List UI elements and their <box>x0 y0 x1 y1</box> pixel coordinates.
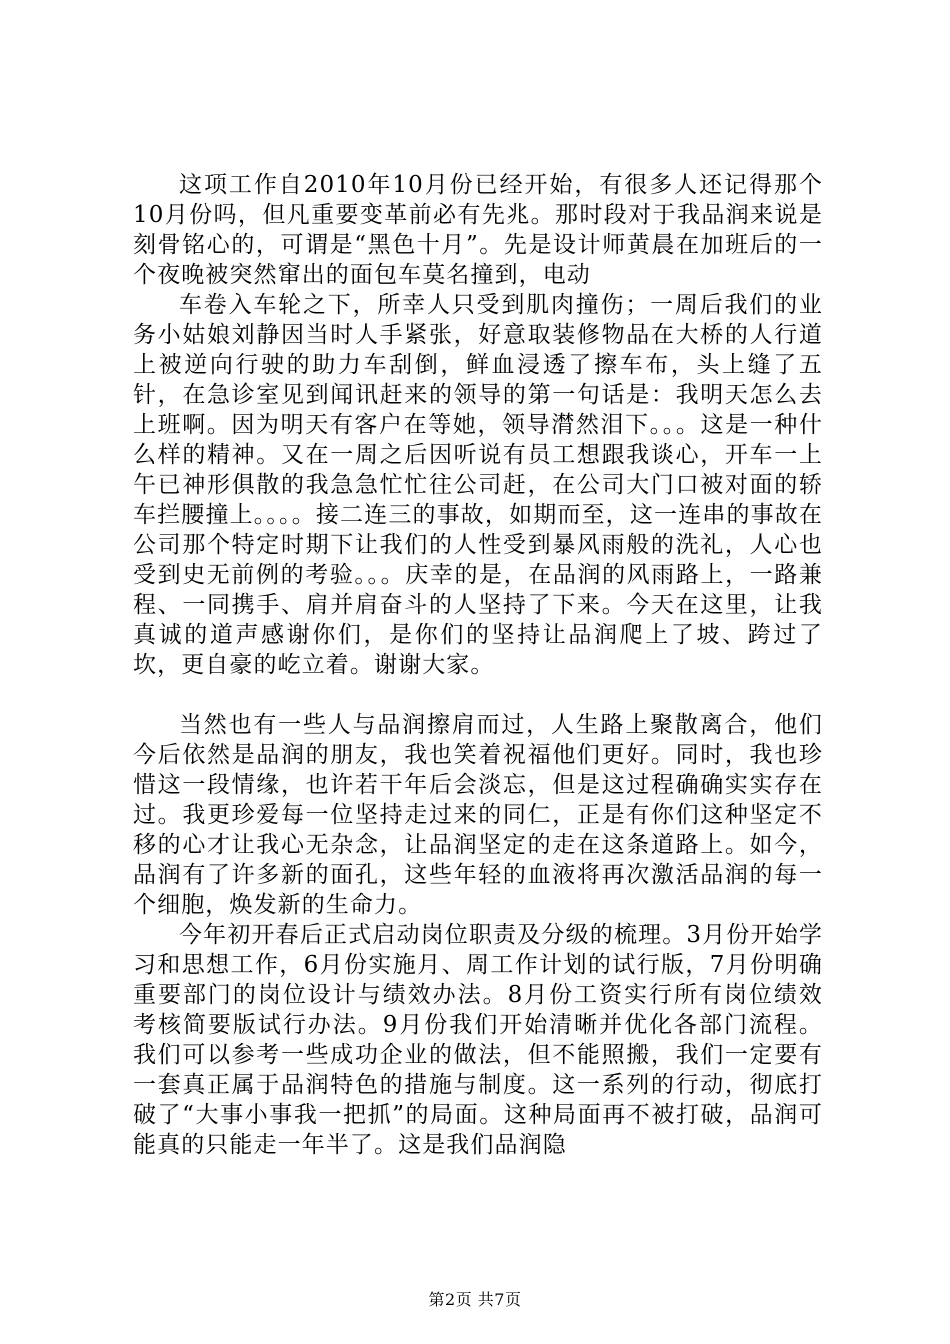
page-footer: 第2页 共7页 <box>428 1290 522 1309</box>
paragraph-2: 车卷入车轮之下，所幸人只受到肌肉撞伤；一周后我们的业务小姑娘刘静因当时人手紧张，好意取装修物品在大桥的人行道上被逆向行驶的助力车刮倒，鲜血浸透了擦车布，头上缝了五针，在急诊室见到闻讯赶来的领导的第一句话是：我明天怎么去上班啊。因为明天有客户在等她，领导潸然泪下。。。这是一种什么样的精神。又在一周之后因听说有员工想跟我谈心，开车一上午已神形俱散的我急急忙忙往公司赶，在公司大门口被对面的轿车拦腰撞上。。。。接二连三的事故，如期而至，这一连串的事故在公司那个特定时期下让我们的人性受到暴风雨般的洗礼，人心也受到史无前例的考验。。。庆幸的是，在品润的风雨路上，一路兼程、一同携手、肩并肩奋斗的人坚持了下来。今天在这里，让我真诚的道声感谢你们，是你们的坚持让品润爬上了坡、跨过了坎，更自豪的屹立着。谢谢大家。 <box>133 292 823 678</box>
paragraph-spacer <box>133 680 823 710</box>
paragraph-3: 当然也有一些人与品润擦肩而过，人生路上聚散离合，他们今后依然是品润的朋友，我也笑着祝福他们更好。同时，我也珍惜这一段情缘，也许若干年后会淡忘，但是这过程确确实实存在过。我更珍爱每一位坚持走过来的同仁，正是有你们这种坚定不移的心才让我心无杂念，让品润坚定的走在这条道路上。如今，品润有了许多新的面孔，这些年轻的血液将再次激活品润的每一个细胞，焕发新的生命力。 <box>133 712 823 918</box>
paragraph-1: 这项工作自2010年10月份已经开始，有很多人还记得那个10月份吗，但凡重要变革前必有先兆。那时段对于我品润来说是刻骨铭心的，可谓是“黑色十月”。先是设计师黄晨在加班后的一个夜晚被突然窜出的面包车莫名撞到，电动 <box>133 172 823 288</box>
paragraph-4: 今年初开春后正式启动岗位职责及分级的梳理。3月份开始学习和思想工作，6月份实施月、周工作计划的试行版，7月份明确重要部门的岗位设计与绩效办法。8月份工资实行所有岗位绩效考核简要版试行办法。9月份我们开始清晰并优化各部门流程。我们可以参考一些成功企业的做法，但不能照搬，我们一定要有一套真正属于品润特色的措施与制度。这一系列的行动，彻底打破了“大事小事我一把抓”的局面。这种局面再不被打破，品润可能真的只能走一年半了。这是我们品润隐 <box>133 922 823 1158</box>
document-body <box>133 170 823 1160</box>
